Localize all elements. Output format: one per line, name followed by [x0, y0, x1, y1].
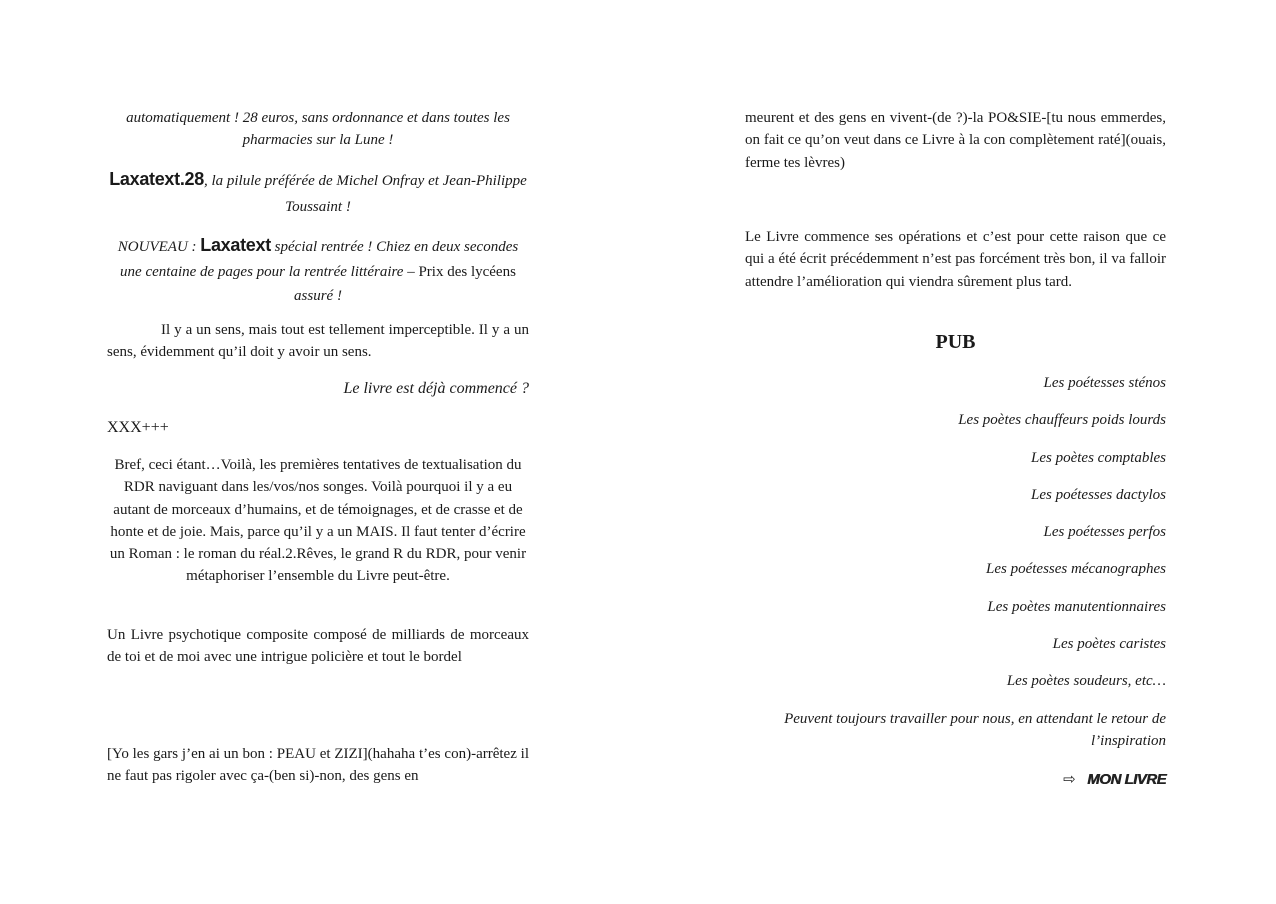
closing-text: Peuvent toujours travailler pour nous, en attendant le retour de l’inspiration	[784, 711, 1166, 750]
pub-item: Les poètes comptables	[1031, 449, 1166, 466]
ad-laxatext-28	[107, 166, 529, 220]
right-page	[745, 0, 1166, 904]
brand-laxatext: Laxatext	[200, 235, 271, 255]
pub-item: Les poètes soudeurs, etc…	[1006, 673, 1166, 690]
pub-title: PUB	[935, 331, 976, 353]
ad-text-1: automatiquement ! 28 euros, sans ordonnance et dans toutes les pharmacies sur la Lune !	[126, 110, 510, 149]
brand-laxatext-28: Laxatext.28	[109, 169, 204, 189]
ad-laxatext-nouveau	[107, 233, 529, 309]
paragraph-livre-psychotique: Un Livre psychotique composite composé de milliards de morceaux de toi et de moi avec une intrigue policière et tout le bordel	[107, 627, 529, 666]
pub-item: Les poétesses perfos	[1043, 524, 1166, 541]
paragraph-continuation: meurent et des gens en vivent-(de ?)-la PO&SIE-[tu nous emmerdes, on fait ce qu’on veut dans ce Livre à la con complètement raté](ouais, ferme tes lèvres)	[745, 110, 1166, 171]
question-line: Le livre est déjà commencé ?	[343, 380, 529, 397]
ad-nouveau-text: spécial rentrée ! Chiez en deux secondes une centaine de pages pour la rentrée littéraire –	[120, 239, 519, 280]
pub-item: Les poètes manutentionnaires	[987, 598, 1166, 615]
arrow-right-icon: ⇨	[1063, 771, 1076, 788]
section-marker: XXX+++	[107, 419, 169, 436]
pub-list	[745, 372, 1166, 693]
pub-item: Les poètes caristes	[1052, 636, 1166, 653]
left-page	[107, 0, 529, 904]
paragraph-bref: Bref, ceci étant…Voilà, les premières tentatives de textualisation du RDR naviguant dans les/vos/nos songes. Voilà pourquoi il y a eu autant de morceaux d’humains, et de témoignages, et de crasse et de honte et de joie. Mais, parce qu’il y a un MAIS. Il faut tenter d’écrire un Roman : le roman du réal.2.Rêves, le grand R du RDR, pour venir métaphoriser l’ensemble du Livre peut-être.	[109, 457, 527, 585]
mon-livre-label[interactable]: MON LIVRE	[1087, 771, 1166, 788]
mon-livre-link[interactable]	[745, 769, 1166, 791]
ad-nouveau-prefix: NOUVEAU :	[117, 239, 201, 255]
paragraph-yo: [Yo les gars j’en ai un bon : PEAU et ZIZI](hahaha t’es con)-arrêtez il ne faut pas rigoler avec ça-(ben si)-non, des gens en	[107, 746, 529, 785]
paragraph-sense: Il y a un sens, mais tout est tellement imperceptible. Il y a un sens, évidemment qu’il doit y avoir un sens.	[107, 322, 529, 361]
paragraph-operations: Le Livre commence ses opérations et c’est pour cette raison que ce qui a été écrit précédemment n’est pas forcément très bon, il va falloir attendre l’amélioration qui viendra sûrement plus tard.	[745, 229, 1166, 290]
pub-item: Les poétesses sténos	[1043, 375, 1166, 391]
ad-nouveau-prix: Prix des lycéens	[414, 263, 516, 280]
ad-nouveau-end: assuré !	[294, 288, 342, 304]
ad-laxatext-28-text: , la pilule préférée de Michel Onfray et Jean-Philippe Toussaint !	[203, 173, 527, 215]
pub-item: Les poétesses dactylos	[1031, 486, 1166, 503]
pub-item: Les poètes chauffeurs poids lourds	[958, 412, 1166, 429]
pub-item: Les poétesses mécanographes	[986, 561, 1166, 578]
